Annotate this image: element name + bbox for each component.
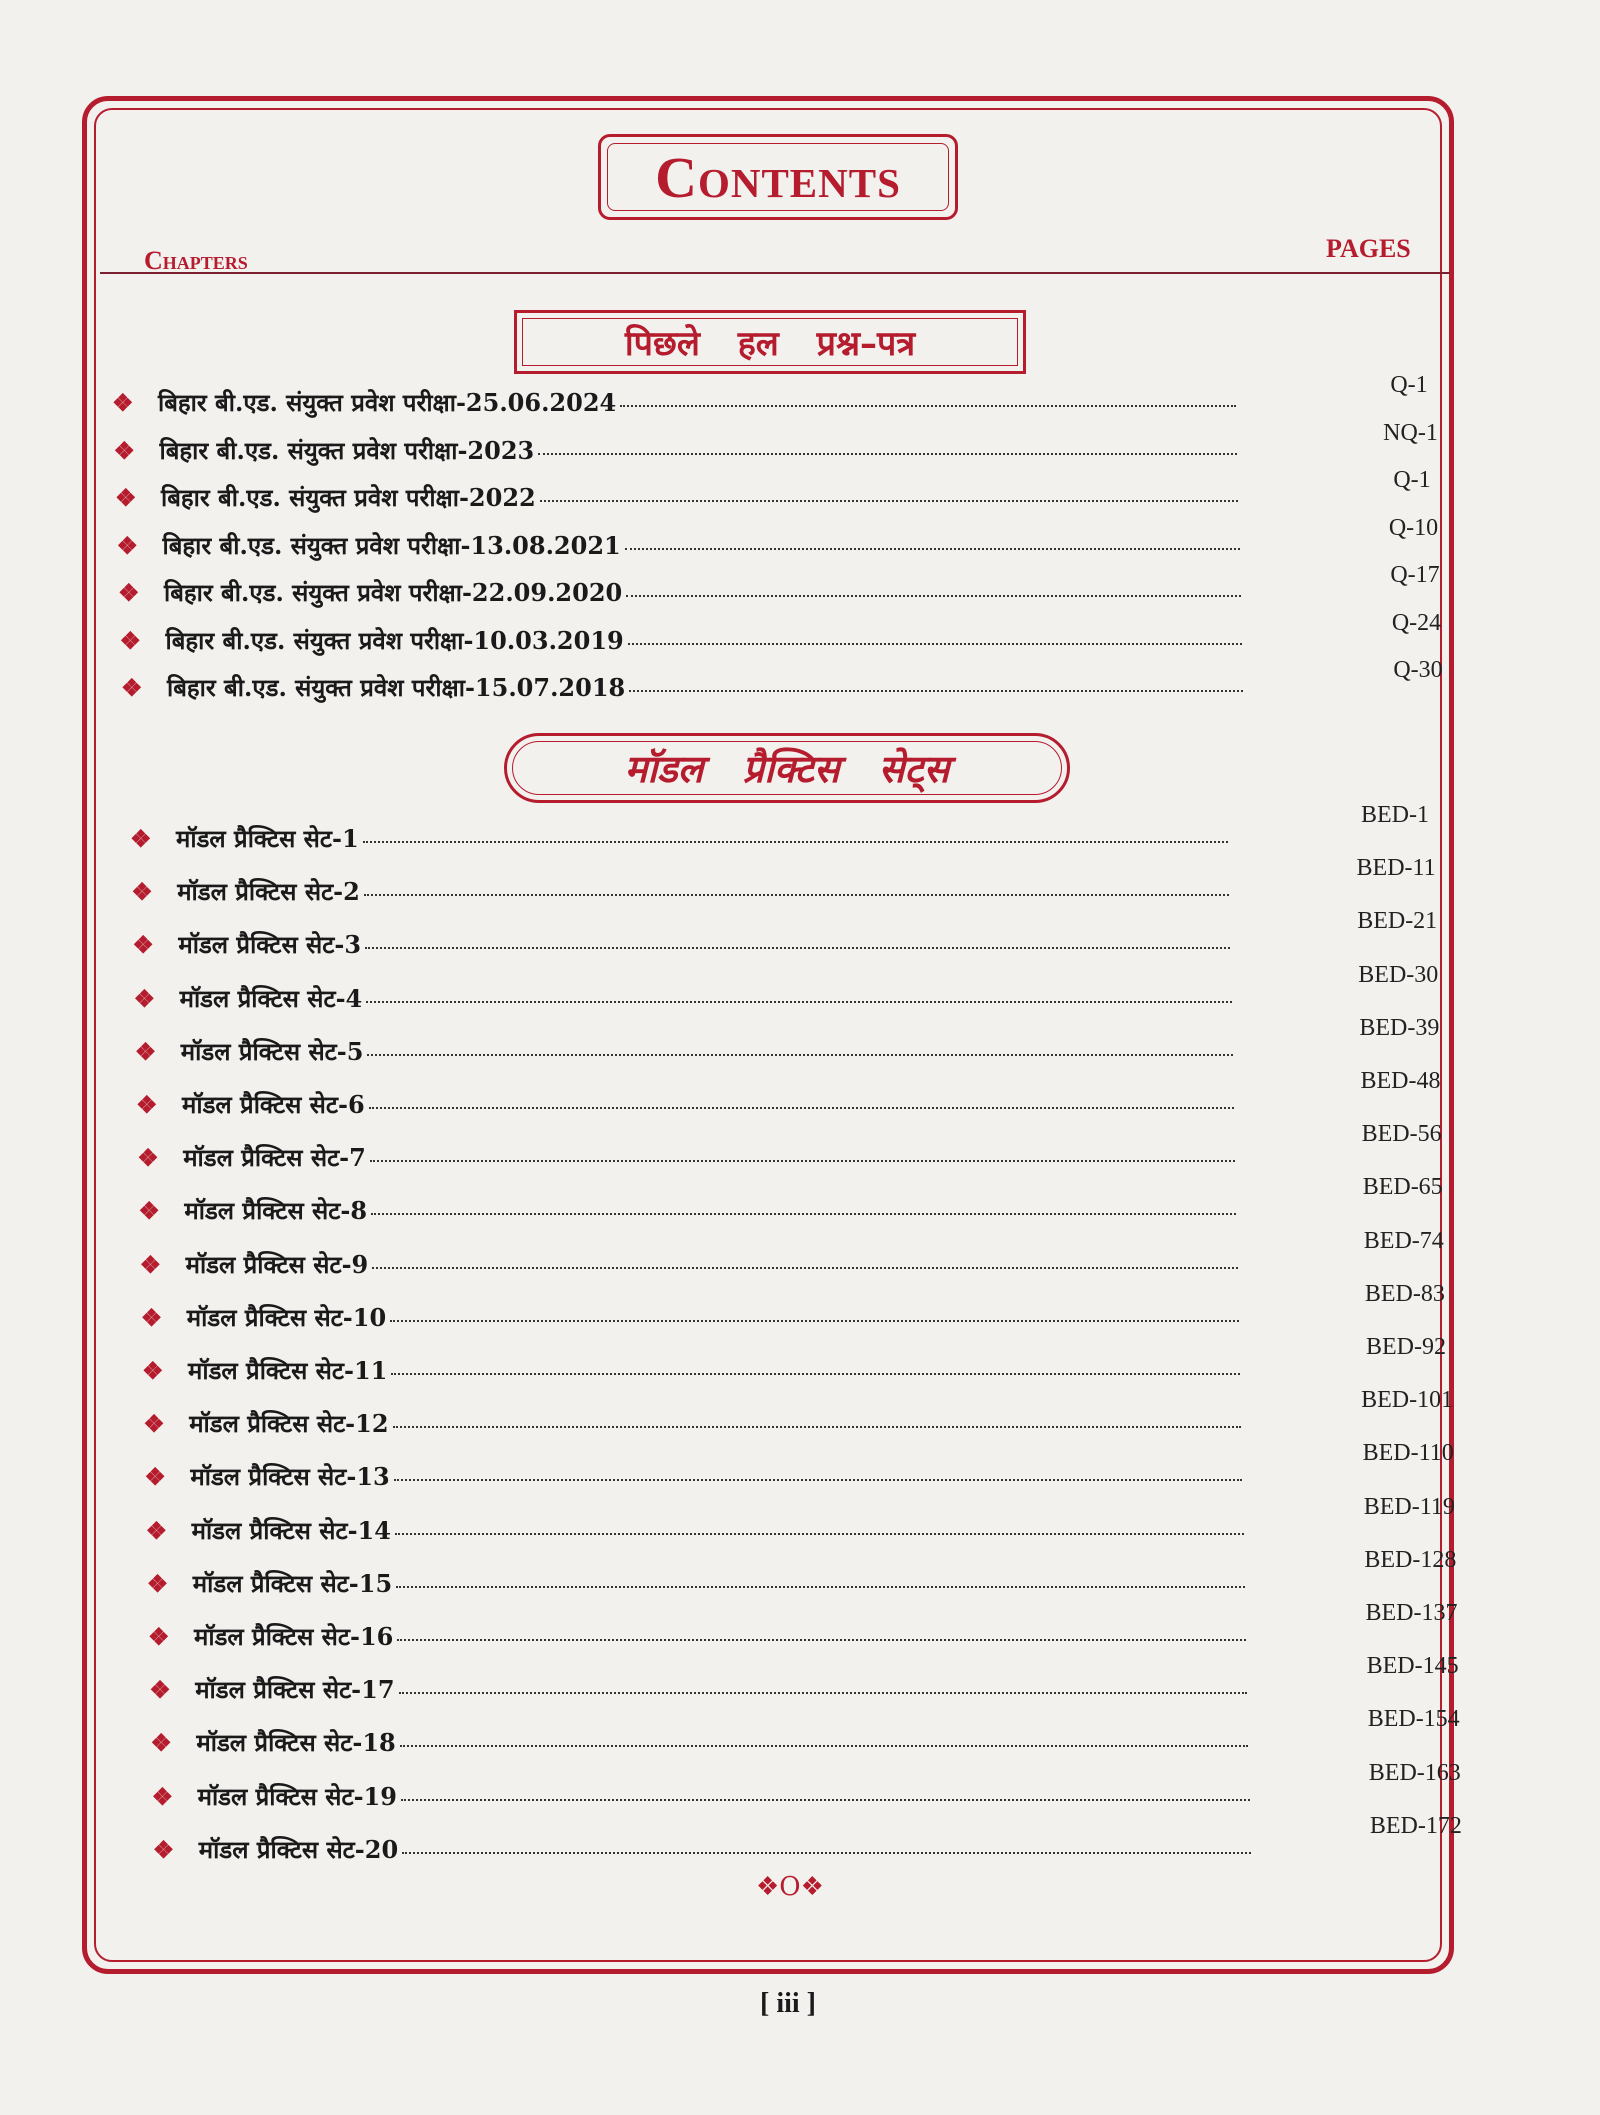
- section-previous-papers-label: पिछले हल प्रश्न–पत्र: [624, 324, 916, 364]
- toc-entry-label: मॉडल प्रैक्टिस सेट-3: [178, 930, 362, 960]
- toc-entry-label: मॉडल प्रैक्टिस सेट-11: [188, 1356, 388, 1385]
- toc-entry-page: Q-1: [1393, 467, 1431, 493]
- toc-entry-page: BED-1: [1361, 802, 1429, 828]
- toc-row: [148, 1620, 1246, 1653]
- dot-leader: [397, 1639, 1246, 1641]
- section-model-sets-heading: [504, 733, 1070, 803]
- dot-leader: [401, 1799, 1250, 1801]
- diamond-bullet-icon: ❖: [118, 578, 140, 607]
- diamond-bullet-icon: ❖: [151, 1781, 174, 1811]
- toc-entry-label: मॉडल प्रैक्टिस सेट-10: [186, 1302, 387, 1332]
- title-box: [598, 134, 958, 220]
- toc-row: [115, 481, 1238, 514]
- toc-row: [150, 1726, 1248, 1759]
- dot-leader: [399, 1692, 1248, 1694]
- toc-entry-label: बिहार बी.एड. संयुक्त प्रवेश परीक्षा-2022: [161, 483, 536, 512]
- diamond-bullet-icon: ❖: [146, 1568, 169, 1598]
- toc-entry-page: BED-21: [1357, 908, 1438, 935]
- toc-entry-page: BED-83: [1364, 1280, 1445, 1307]
- toc-entry-page: BED-172: [1369, 1812, 1462, 1839]
- toc-entry-page: BED-92: [1366, 1334, 1446, 1360]
- toc-entry-page: BED-119: [1363, 1493, 1455, 1520]
- end-ornament: ❖O❖: [756, 1872, 824, 1902]
- diamond-bullet-icon: ❖: [152, 1834, 175, 1864]
- toc-row: [147, 1567, 1245, 1600]
- diamond-bullet-icon: ❖: [133, 983, 156, 1013]
- diamond-bullet-icon: ❖: [150, 1728, 172, 1758]
- toc-row: [149, 1673, 1247, 1706]
- toc-entry-label: मॉडल प्रैक्टिस सेट-8: [184, 1196, 368, 1226]
- toc-entry-page: BED-163: [1368, 1759, 1461, 1786]
- diamond-bullet-icon: ❖: [121, 673, 143, 702]
- diamond-bullet-icon: ❖: [112, 388, 134, 417]
- toc-entry-label: मॉडल प्रैक्टिस सेट-13: [190, 1462, 390, 1492]
- dot-leader: [371, 1213, 1236, 1215]
- toc-entry-label: मॉडल प्रैक्टिस सेट-14: [191, 1515, 391, 1545]
- toc-row: [141, 1301, 1239, 1334]
- toc-row: [132, 928, 1230, 961]
- dot-leader: [625, 548, 1240, 550]
- toc-row: [130, 822, 1228, 855]
- diamond-bullet-icon: ❖: [116, 530, 139, 560]
- toc-row: [112, 386, 1236, 419]
- toc-entry-page: BED-101: [1361, 1387, 1454, 1414]
- toc-row: [120, 624, 1243, 657]
- dot-leader: [372, 1267, 1237, 1269]
- toc-entry-page: Q-1: [1390, 372, 1428, 398]
- toc-entry-page: Q-10: [1388, 514, 1439, 541]
- diamond-bullet-icon: ❖: [137, 1143, 159, 1173]
- toc-entry-page: BED-145: [1366, 1653, 1459, 1680]
- toc-row: [121, 671, 1243, 704]
- diamond-bullet-icon: ❖: [143, 1409, 165, 1439]
- dot-leader: [391, 1373, 1240, 1375]
- dot-leader: [367, 1054, 1232, 1056]
- toc-row: [137, 1141, 1235, 1174]
- toc-entry-label: मॉडल प्रैक्टिस सेट-12: [189, 1409, 389, 1439]
- toc-entry-page: Q-30: [1393, 657, 1443, 683]
- dot-leader: [363, 841, 1228, 843]
- toc-row: [114, 434, 1238, 467]
- toc-entry-page: BED-137: [1365, 1600, 1458, 1626]
- dot-leader: [395, 1533, 1244, 1535]
- diamond-bullet-icon: ❖: [119, 625, 142, 655]
- diamond-bullet-icon: ❖: [148, 1622, 170, 1651]
- toc-row: [135, 1035, 1233, 1068]
- toc-entry-label: मॉडल प्रैक्टिस सेट-7: [183, 1143, 366, 1173]
- diamond-bullet-icon: ❖: [113, 435, 136, 465]
- toc-row: [131, 875, 1229, 908]
- dot-leader: [628, 643, 1242, 645]
- toc-entry-label: बिहार बी.एड. संयुक्त प्रवेश परीक्षा-10.03.2019: [165, 625, 624, 655]
- dot-leader: [400, 1745, 1249, 1747]
- diamond-bullet-icon: ❖: [149, 1675, 171, 1705]
- diamond-bullet-icon: ❖: [130, 824, 152, 853]
- chapters-header: Chapters: [144, 246, 248, 275]
- toc-entry-label: बिहार बी.एड. संयुक्त प्रवेश परीक्षा-2023: [159, 435, 535, 465]
- dot-leader: [369, 1107, 1234, 1109]
- toc-entry-page: NQ-1: [1383, 419, 1438, 446]
- toc-row: [153, 1833, 1251, 1866]
- dot-leader: [370, 1160, 1235, 1162]
- toc-entry-label: मॉडल प्रैक्टिस सेट-2: [177, 877, 360, 907]
- toc-entry-label: मॉडल प्रैक्टिस सेट-1: [176, 824, 359, 853]
- section-previous-papers-heading: [514, 310, 1026, 374]
- diamond-bullet-icon: ❖: [136, 1090, 158, 1119]
- diamond-bullet-icon: ❖: [115, 483, 137, 512]
- dot-leader: [620, 405, 1236, 407]
- toc-entry-label: मॉडल प्रैक्टिस सेट-15: [192, 1568, 393, 1598]
- toc-entry-label: मॉडल प्रैक्टिस सेट-19: [197, 1781, 397, 1811]
- diamond-bullet-icon: ❖: [139, 1249, 162, 1279]
- toc-entry-label: मॉडल प्रैक्टिस सेट-5: [180, 1036, 364, 1066]
- toc-entry-label: बिहार बी.एड. संयुक्त प्रवेश परीक्षा-22.09.2020: [164, 578, 623, 607]
- toc-entry-label: मॉडल प्रैक्टिस सेट-9: [185, 1249, 369, 1279]
- dot-leader: [540, 500, 1239, 502]
- toc-entry-page: BED-110: [1362, 1440, 1454, 1467]
- diamond-bullet-icon: ❖: [132, 930, 154, 960]
- toc-row: [117, 529, 1240, 562]
- toc-row: [146, 1514, 1244, 1547]
- toc-entry-label: बिहार बी.एड. संयुक्त प्रवेश परीक्षा-15.07.2018: [167, 673, 626, 702]
- toc-row: [138, 1194, 1236, 1227]
- diamond-bullet-icon: ❖: [140, 1302, 163, 1332]
- dot-leader: [626, 595, 1241, 597]
- toc-entry-page: BED-11: [1356, 855, 1436, 882]
- pages-header: PAGES: [1326, 234, 1411, 263]
- toc-row: [118, 576, 1241, 609]
- dot-leader: [402, 1852, 1251, 1854]
- page-number-footer: [ iii ]: [760, 1988, 816, 2019]
- diamond-bullet-icon: ❖: [131, 877, 153, 907]
- toc-row: [142, 1354, 1240, 1387]
- toc-entry-page: BED-128: [1364, 1546, 1457, 1573]
- toc-entry-page: Q-17: [1390, 562, 1440, 588]
- dot-leader: [396, 1586, 1245, 1588]
- toc-row: [134, 982, 1232, 1015]
- dot-leader: [390, 1320, 1239, 1322]
- dot-leader: [365, 947, 1230, 949]
- dot-leader: [538, 453, 1237, 455]
- dot-leader: [364, 894, 1229, 896]
- toc-entry-page: BED-30: [1358, 961, 1439, 988]
- toc-entry-label: मॉडल प्रैक्टिस सेट-20: [198, 1834, 399, 1864]
- dot-leader: [366, 1001, 1231, 1003]
- diamond-bullet-icon: ❖: [145, 1515, 168, 1545]
- toc-entry-page: BED-74: [1363, 1227, 1444, 1254]
- toc-entry-label: बिहार बी.एड. संयुक्त प्रवेश परीक्षा-25.06.2024: [158, 388, 617, 417]
- toc-entry-label: बिहार बी.एड. संयुक्त प्रवेश परीक्षा-13.08.2021: [162, 530, 621, 560]
- diamond-bullet-icon: ❖: [138, 1196, 160, 1226]
- toc-row: [136, 1088, 1234, 1121]
- toc-row: [152, 1780, 1250, 1813]
- diamond-bullet-icon: ❖: [134, 1036, 157, 1066]
- dot-leader: [394, 1479, 1243, 1481]
- diamond-bullet-icon: ❖: [144, 1462, 166, 1492]
- toc-entry-label: मॉडल प्रैक्टिस सेट-4: [179, 983, 363, 1013]
- toc-row: [143, 1407, 1241, 1440]
- toc-entry-page: BED-154: [1367, 1706, 1460, 1733]
- toc-entry-page: BED-56: [1361, 1121, 1442, 1148]
- dot-leader: [393, 1426, 1242, 1428]
- toc-entry-page: Q-24: [1391, 609, 1442, 636]
- dot-leader: [629, 690, 1243, 692]
- toc-row: [140, 1248, 1238, 1281]
- page-title: Contents: [655, 144, 901, 210]
- toc-entry-label: मॉडल प्रैक्टिस सेट-16: [194, 1622, 394, 1651]
- toc-entry-page: BED-39: [1359, 1014, 1440, 1041]
- toc-entry-page: BED-65: [1362, 1174, 1443, 1201]
- toc-entry-page: BED-48: [1360, 1068, 1441, 1094]
- toc-entry-label: मॉडल प्रैक्टिस सेट-18: [196, 1728, 396, 1758]
- header-rule: [100, 272, 1450, 274]
- toc-entry-label: मॉडल प्रैक्टिस सेट-17: [195, 1675, 395, 1705]
- section-model-sets-label: मॉडल प्रैक्टिस सेट्स: [624, 747, 950, 791]
- diamond-bullet-icon: ❖: [142, 1356, 164, 1385]
- toc-entry-label: मॉडल प्रैक्टिस सेट-6: [182, 1090, 365, 1119]
- toc-row: [144, 1460, 1242, 1493]
